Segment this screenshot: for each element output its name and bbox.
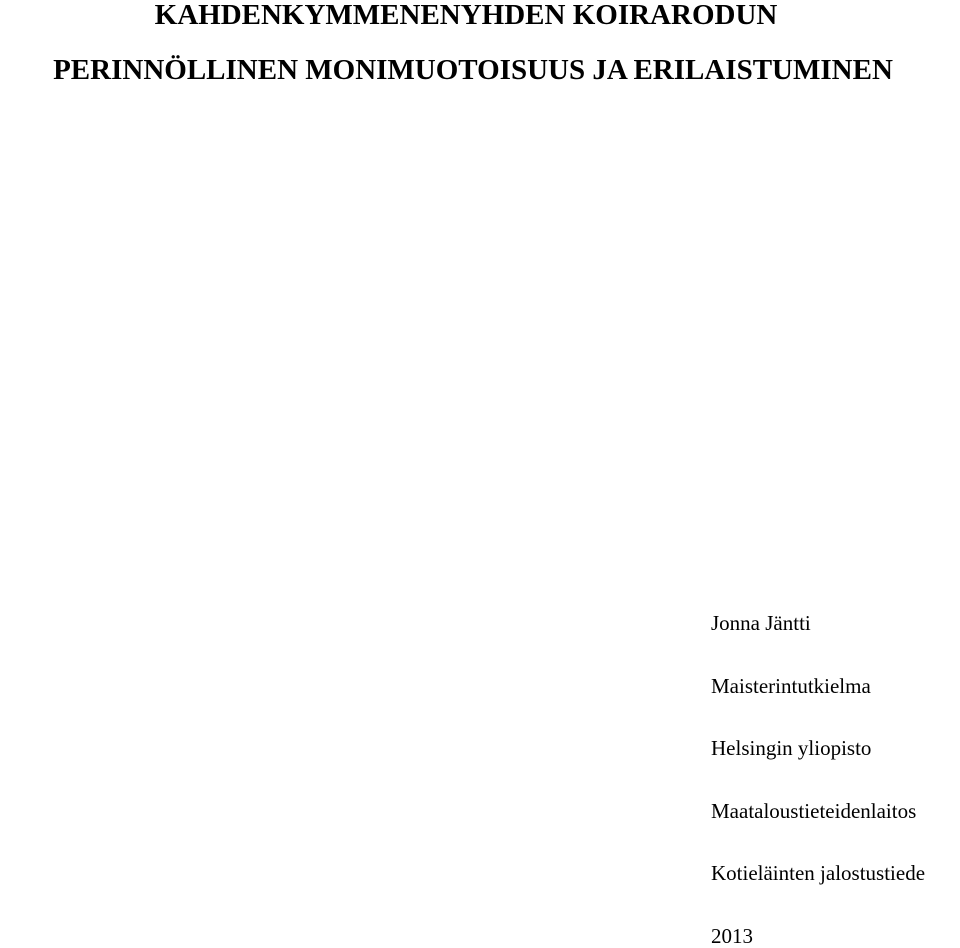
document-title-line-1: KAHDENKYMMENENYHDEN KOIRARODUN bbox=[154, 0, 778, 31]
author-name: Jonna Jäntti bbox=[711, 611, 811, 635]
subject-name: Kotieläinten jalostustiede bbox=[711, 861, 926, 885]
publication-year: 2013 bbox=[711, 924, 753, 948]
university-name: Helsingin yliopisto bbox=[711, 736, 872, 760]
thesis-type: Maisterintutkielma bbox=[711, 674, 871, 698]
document-title-line-2: PERINNÖLLINEN MONIMUOTOISUUS JA ERILAISTUMINEN bbox=[53, 54, 893, 86]
department-name: Maataloustieteidenlaitos bbox=[711, 799, 917, 823]
